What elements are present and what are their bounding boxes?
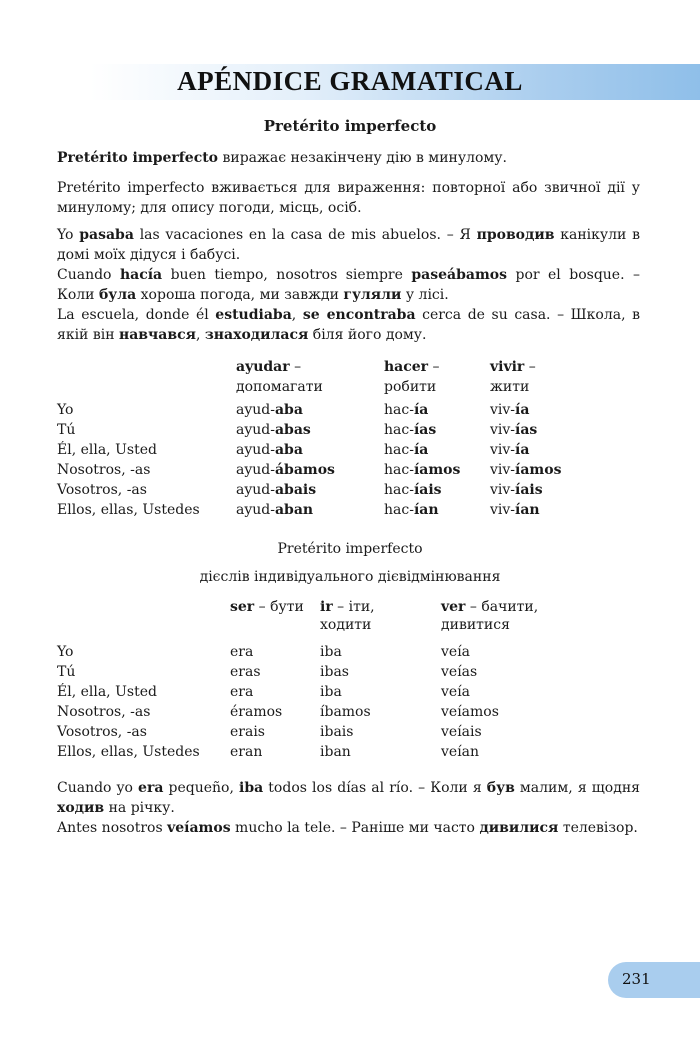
pronoun: Ellos, ellas, Ustedes bbox=[57, 502, 200, 518]
verb-form: hac-ías bbox=[384, 422, 437, 438]
verb-form: ibais bbox=[320, 724, 354, 740]
verb-form: ayud-ábamos bbox=[236, 462, 335, 478]
pronoun: Yo bbox=[57, 644, 74, 660]
final-example-1: Cuando yo era pequeño, iba todos los días al río. – Коли я був малим, я щодня ходив на річку. bbox=[57, 780, 640, 816]
verb-meaning-ver: дивитися bbox=[441, 617, 510, 633]
verb-form: hac-ía bbox=[384, 402, 429, 418]
intro-paragraph-2: Pretérito imperfecto вживається для вираження: повторної або звичної дії у минулому; для опису погоди, місць, осіб. bbox=[57, 180, 640, 216]
verb-header-hacer: hacer – bbox=[384, 359, 440, 375]
verb-meaning-hacer: робити bbox=[384, 379, 437, 395]
verb-form: veía bbox=[441, 644, 471, 660]
verb-form: éramos bbox=[230, 704, 283, 720]
example-3: La escuela, donde él estudiaba, se encontraba cerca de su casa. – Школа, в якій він навчався, знаходилася біля його дому. bbox=[57, 307, 640, 343]
intro-paragraph-1 bbox=[57, 148, 640, 168]
verb-form: eran bbox=[230, 744, 263, 760]
final-example-2: Antes nosotros veíamos mucho la tele. – Раніше ми часто дивилися телевізор. bbox=[57, 820, 638, 836]
verb-form: viv-ía bbox=[490, 402, 530, 418]
verb-header-ir: ir – іти, bbox=[320, 599, 375, 615]
verb-form: ayud-abas bbox=[236, 422, 311, 438]
verb-form: hac-íais bbox=[384, 482, 442, 498]
verb-form: viv-íais bbox=[490, 482, 543, 498]
verb-form: ayud-aban bbox=[236, 502, 314, 518]
section-subtitle: Pretérito imperfecto bbox=[263, 117, 437, 135]
verb-header-vivir: vivir – bbox=[490, 359, 536, 375]
verb-header-ver: ver – бачити, bbox=[441, 599, 539, 615]
verb-form: veía bbox=[441, 684, 471, 700]
verb-meaning-ayudar: допомагати bbox=[236, 379, 323, 395]
pronoun: Él, ella, Usted bbox=[57, 442, 157, 458]
example-1: Yo pasaba las vacaciones en la casa de mis abuelos. – Я проводив канікули в домі моїх дідуся і бабусі. bbox=[57, 227, 641, 263]
verb-form: viv-ías bbox=[490, 422, 538, 438]
pronoun: Nosotros, -as bbox=[57, 462, 151, 478]
pronoun: Ellos, ellas, Ustedes bbox=[57, 744, 200, 760]
verb-form: iban bbox=[320, 744, 351, 760]
verb-form: ayud-aba bbox=[236, 442, 303, 458]
pronoun: Tú bbox=[57, 422, 76, 438]
verb-form: era bbox=[230, 644, 254, 660]
term-bold: Pretérito imperfecto bbox=[57, 150, 219, 166]
verb-form: hac-ían bbox=[384, 502, 439, 518]
table2-caption-sub: дієслів індивідуального дієвідмінювання bbox=[199, 569, 501, 585]
verb-form: erais bbox=[230, 724, 265, 740]
verb-form: ayud-aba bbox=[236, 402, 303, 418]
verb-meaning-vivir: жити bbox=[490, 379, 530, 395]
verb-header-ayudar: ayudar – bbox=[236, 359, 302, 375]
verb-form: hac-ía bbox=[384, 442, 429, 458]
pronoun: Vosotros, -as bbox=[57, 482, 147, 498]
verb-form: íbamos bbox=[320, 704, 371, 720]
verb-form: viv-ía bbox=[490, 442, 530, 458]
pronoun: Nosotros, -as bbox=[57, 704, 151, 720]
verb-form: hac-íamos bbox=[384, 462, 461, 478]
verb-meaning-ir: ходити bbox=[320, 617, 372, 633]
verb-header-ser: ser – бути bbox=[230, 599, 304, 615]
pronoun: Tú bbox=[57, 664, 76, 680]
pronoun: Vosotros, -as bbox=[57, 724, 147, 740]
example-2: Cuando hacía buen tiempo, nosotros siempre paseábamos por el bosque. – Коли була хороша погода, ми завжди гуляли у лісі. bbox=[57, 267, 641, 303]
verb-form: era bbox=[230, 684, 254, 700]
verb-form: veíamos bbox=[441, 704, 499, 720]
page-title: APÉNDICE GRAMATICAL bbox=[177, 66, 523, 96]
verb-form: eras bbox=[230, 664, 261, 680]
verb-form: iba bbox=[320, 644, 342, 660]
verb-form: viv-íamos bbox=[490, 462, 562, 478]
table2-caption: Pretérito imperfecto bbox=[277, 541, 423, 557]
verb-form: iba bbox=[320, 684, 342, 700]
verb-form: veíais bbox=[441, 724, 482, 740]
verb-form: veías bbox=[441, 664, 478, 680]
pronoun: Él, ella, Usted bbox=[57, 684, 157, 700]
pronoun: Yo bbox=[57, 402, 74, 418]
page-number: 231 bbox=[622, 970, 651, 988]
verb-form: veían bbox=[441, 744, 480, 760]
intro-text: виражає незакінчену дію в минулому. bbox=[218, 150, 507, 166]
verb-form: ayud-abais bbox=[236, 482, 317, 498]
verb-form: viv-ían bbox=[490, 502, 540, 518]
verb-form: ibas bbox=[320, 664, 349, 680]
